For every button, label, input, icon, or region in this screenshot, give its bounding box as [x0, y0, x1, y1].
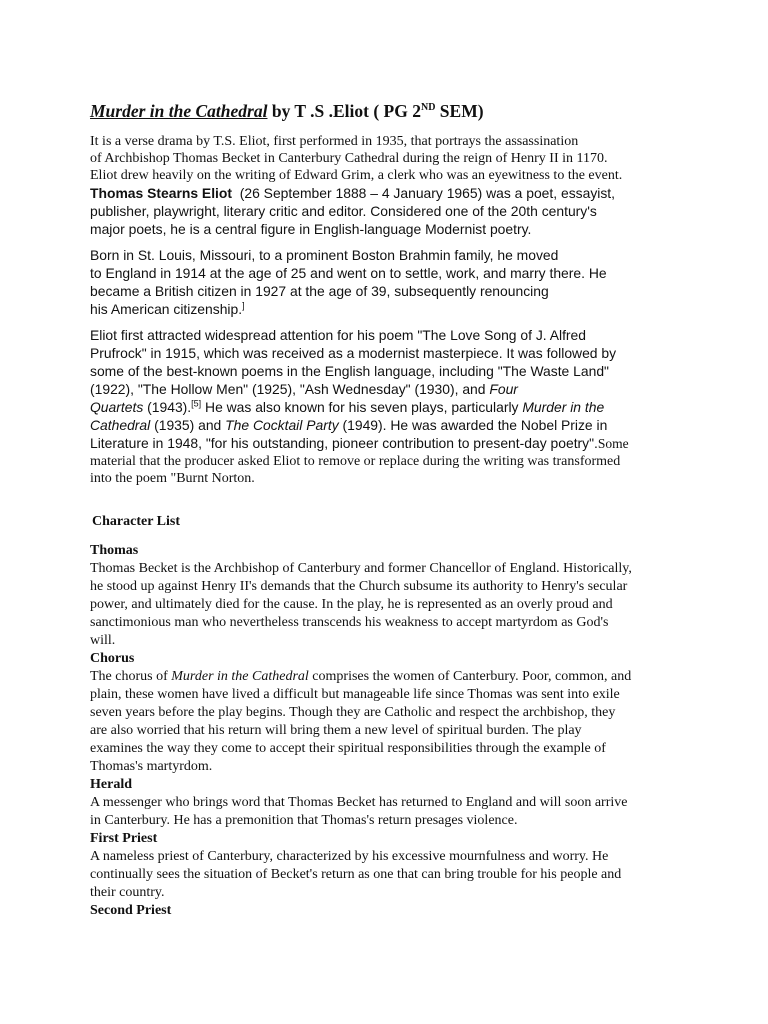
title-end: SEM) [435, 100, 484, 121]
character-description [90, 848, 680, 902]
bio-text: (1935) and [150, 416, 226, 433]
play-title: Murder in the Cathedral [90, 100, 268, 121]
bio-paragraph-1 [90, 184, 680, 238]
intro-line: Eliot drew heavily on the writing of Edward Grim, a clerk who was an eyewitness to the event. [90, 167, 623, 183]
bio-paragraph-2 [90, 246, 680, 318]
desc-line: A nameless priest of Canterbury, characterized by his excessive mournfulness and worry. He [90, 848, 609, 864]
document-page [90, 96, 680, 920]
character-thomas [90, 542, 680, 650]
desc-line: continually sees the situation of Becket's return as one that can bring trouble for his people and [90, 866, 622, 882]
character-first-priest [90, 830, 680, 902]
bio-paragraph-3-continued [90, 453, 680, 487]
bio-text: He was also known for his seven plays, particularly [201, 398, 523, 415]
desc-line: their country. [90, 884, 165, 900]
character-description [90, 560, 680, 650]
bio-line: into the poem "Burnt Norton. [90, 470, 255, 486]
author-full-name: Thomas Stearns Eliot [90, 184, 233, 201]
work-title: Murder in the [522, 398, 605, 415]
bio-line: major poets, he is a central figure in English-language Modernist poetry. [90, 220, 532, 237]
desc-line: examines the way they come to accept their spiritual responsibilities through the example of [90, 740, 606, 756]
bio-line: some of the best-known poems in the English language, including "The Waste Land" [90, 362, 609, 379]
character-list-heading: Character List [92, 513, 180, 529]
bio-paragraph-3 [90, 326, 680, 453]
desc-line: will. [90, 632, 116, 648]
character-chorus [90, 650, 680, 776]
title-superscript: ND [420, 102, 436, 113]
character-name: Thomas [90, 542, 139, 558]
bio-line: Born in St. Louis, Missouri, to a prominent Boston Brahmin family, he moved [90, 246, 559, 263]
bio-line: Prufrock" in 1915, which was received as a modernist masterpiece. It was followed by [90, 344, 617, 361]
desc-line: sanctimonious man who nevertheless transcends his weakness to accept martyrdom as God's [90, 614, 609, 630]
work-title: The Cocktail Party [225, 416, 339, 433]
work-title: Quartets [90, 398, 144, 415]
bio-line: became a British citizen in 1927 at the age of 39, subsequently renouncing [90, 282, 549, 299]
character-name: Second Priest [90, 902, 172, 918]
desc-line: power, and ultimately died for the cause. In the play, he is represented as an overly proud and [90, 596, 613, 612]
bio-line: his American citizenship. [90, 300, 243, 317]
work-title: Cathedral [90, 416, 151, 433]
intro-line: of Archbishop Thomas Becket in Canterbury Cathedral during the reign of Henry II in 1170. [90, 150, 608, 166]
bio-text: Some [597, 435, 629, 451]
desc-text: comprises the women of Canterbury. Poor, common, and [308, 668, 632, 684]
bio-text: (1943). [143, 398, 192, 415]
bio-line: Eliot first attracted widespread attention for his poem "The Love Song of J. Alfred [90, 326, 586, 343]
intro-paragraph [90, 133, 680, 184]
desc-line: seven years before the play begins. Though they are Catholic and respect the archbishop, they [90, 704, 616, 720]
character-name: Chorus [90, 650, 135, 666]
desc-line: in Canterbury. He has a premonition that Thomas's return presages violence. [90, 812, 518, 828]
desc-line: Thomas's martyrdom. [90, 758, 213, 774]
desc-line: A messenger who brings word that Thomas Becket has returned to England and will soon arrive [90, 794, 628, 810]
character-description [90, 668, 680, 776]
document-title [90, 96, 680, 123]
bio-line: material that the producer asked Eliot to remove or replace during the writing was transformed [90, 453, 621, 469]
desc-text: The chorus of [90, 668, 172, 684]
bio-line: (1922), "The Hollow Men" (1925), "Ash Wednesday" (1930), and [90, 380, 490, 397]
bio-line: publisher, playwright, literary critic and editor. Considered one of the 20th century's [90, 202, 597, 219]
work-title: Four [489, 380, 518, 397]
citation-link[interactable]: [5] [191, 398, 202, 409]
citation-mark: ] [242, 300, 245, 311]
character-herald [90, 776, 680, 830]
character-second-priest [90, 902, 680, 920]
character-name: First Priest [90, 830, 158, 846]
bio-line: to England in 1914 at the age of 25 and went on to settle, work, and marry there. He [90, 264, 607, 281]
desc-line: Thomas Becket is the Archbishop of Canterbury and former Chancellor of England. Historically, [90, 560, 632, 576]
desc-line: plain, these women have lived a difficult but manageable life since Thomas was sent into exile [90, 686, 620, 702]
bio-text: Literature in 1948, "for his outstanding, pioneer contribution to present-day poetry". [90, 434, 598, 451]
title-author: by T .S .Eliot ( PG 2 [271, 100, 421, 121]
work-title: Murder in the Cathedral [171, 668, 309, 684]
bio-line: (26 September 1888 – 4 January 1965) was a poet, essayist, [232, 184, 616, 201]
character-name: Herald [90, 776, 132, 792]
character-description [90, 794, 680, 830]
desc-line: he stood up against Henry II's demands that the Church subsume its authority to Henry's secular [90, 578, 628, 594]
bio-text: (1949). He was awarded the Nobel Prize in [338, 416, 608, 433]
desc-line: are also worried that his return will bring them a new level of spiritual burden. The play [90, 722, 582, 738]
intro-line: It is a verse drama by T.S. Eliot, first performed in 1935, that portrays the assassination [90, 133, 579, 149]
